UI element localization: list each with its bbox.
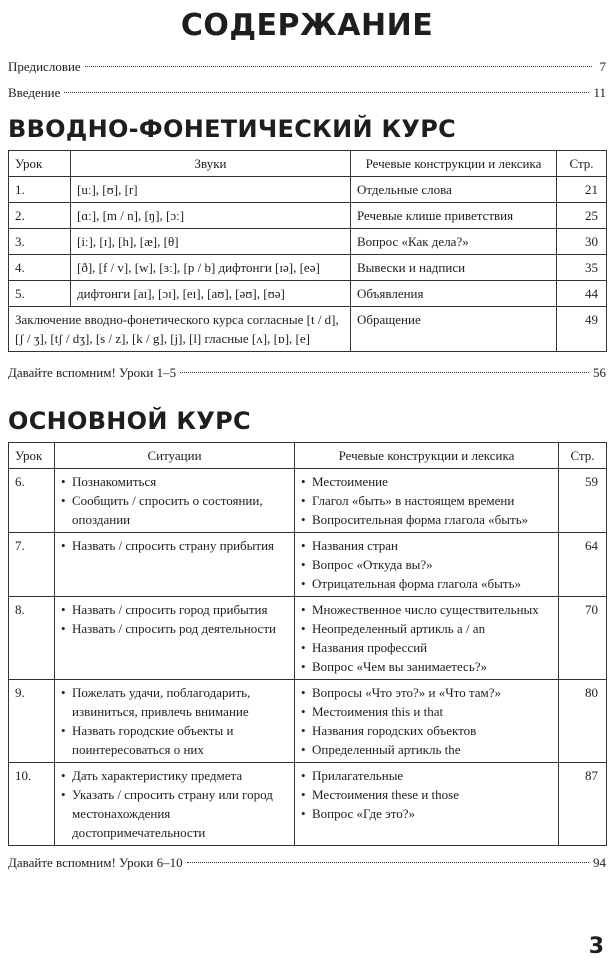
- bullet-item: • Вопросы «Что это?» и «Что там?»: [301, 683, 552, 702]
- speech-cell: Объявления: [351, 281, 557, 307]
- page-cell: 44: [557, 281, 607, 307]
- dot-leader: [85, 66, 592, 67]
- bullet-item: • Отрицательная форма глагола «быть»: [301, 574, 552, 593]
- situations-cell: [55, 597, 295, 680]
- speech-list: [301, 600, 552, 676]
- bullet-item: • Местоимение: [301, 472, 552, 491]
- sounds-cell: [ɑː], [m / n], [ŋ], [ɔː]: [71, 203, 351, 229]
- table-row-conclusion: [9, 307, 607, 352]
- page-cell: 87: [559, 763, 607, 846]
- lesson-number: 10.: [9, 763, 55, 846]
- speech-list: [301, 683, 552, 759]
- sounds-cell: дифтонги [aɪ], [ɔɪ], [eɪ], [aʊ], [əʊ], [ʊə]: [71, 281, 351, 307]
- toc-entry-review-2: [8, 850, 606, 876]
- sounds-cell: [ð], [f / v], [w], [ɜː], [p / b] дифтонги [ɪə], [eə]: [71, 255, 351, 281]
- table-header-row: [9, 151, 607, 177]
- lesson-number: 7.: [9, 533, 55, 597]
- page-cell: 49: [557, 307, 607, 352]
- lesson-number: 2.: [9, 203, 71, 229]
- toc-entry-label: Предисловие: [8, 59, 81, 74]
- column-header-situations: Ситуации: [55, 443, 295, 469]
- page-number: 3: [588, 934, 604, 960]
- table-row: [9, 281, 607, 307]
- page-cell: 59: [559, 469, 607, 533]
- speech-list: [301, 472, 552, 529]
- column-header-lesson: Урок: [9, 151, 71, 177]
- toc-entry-review-1: [8, 360, 606, 386]
- sounds-cell: [uː], [ʊ], [r]: [71, 177, 351, 203]
- table-row: [9, 469, 607, 533]
- situations-list: [61, 536, 288, 555]
- bullet-item: • Местоимения this и that: [301, 702, 552, 721]
- bullet-item: • Назвать / спросить род деятельности: [61, 619, 288, 638]
- section-title-main-course: ОСНОВНОЙ КУРС: [8, 407, 251, 435]
- toc-entry-page: 11: [593, 85, 606, 100]
- lesson-number: 6.: [9, 469, 55, 533]
- bullet-item: • Пожелать удачи, поблагодарить, извиниться, привлечь внимание: [61, 683, 288, 721]
- lesson-number: 1.: [9, 177, 71, 203]
- column-header-lesson: Урок: [9, 443, 55, 469]
- dot-leader: [180, 372, 589, 373]
- speech-list: [301, 536, 552, 593]
- bullet-item: • Глагол «быть» в настоящем времени: [301, 491, 552, 510]
- speech-cell: [295, 680, 559, 763]
- situations-list: [61, 683, 288, 759]
- sounds-cell: [iː], [ɪ], [h], [æ], [θ]: [71, 229, 351, 255]
- situations-cell: [55, 680, 295, 763]
- toc-entry-page: 56: [593, 365, 606, 380]
- table-row: [9, 177, 607, 203]
- speech-cell: Речевые клише приветствия: [351, 203, 557, 229]
- toc-entry-label: Давайте вспомним! Уроки 1–5: [8, 365, 177, 380]
- bullet-item: • Вопрос «Где это?»: [301, 804, 552, 823]
- bullet-item: • Назвать / спросить город прибытия: [61, 600, 288, 619]
- speech-cell: Вопрос «Как дела?»: [351, 229, 557, 255]
- speech-cell: [295, 597, 559, 680]
- bullet-item: • Назвать городские объекты и поинтересоваться о них: [61, 721, 288, 759]
- speech-cell: [295, 533, 559, 597]
- toc-entry-label: Введение: [8, 85, 61, 100]
- lesson-number: 9.: [9, 680, 55, 763]
- situations-list: [61, 766, 288, 842]
- bullet-item: • Названия профессий: [301, 638, 552, 657]
- table-row: [9, 597, 607, 680]
- speech-list: [301, 766, 552, 823]
- speech-cell: Отдельные слова: [351, 177, 557, 203]
- column-header-page: Стр.: [557, 151, 607, 177]
- bullet-item: • Названия городских объектов: [301, 721, 552, 740]
- bullet-item: • Местоимения these и those: [301, 785, 552, 804]
- page-cell: 35: [557, 255, 607, 281]
- toc-entry-page: 94: [593, 855, 606, 870]
- speech-cell: Обращение: [351, 307, 557, 352]
- bullet-item: • Дать характеристику предмета: [61, 766, 288, 785]
- bullet-item: • Неопределенный артикль a / an: [301, 619, 552, 638]
- lesson-number: 3.: [9, 229, 71, 255]
- intro-course-table: [8, 150, 607, 352]
- column-header-page: Стр.: [559, 443, 607, 469]
- conclusion-cell: Заключение вводно-фонетического курса согласные [t / d], [ʃ / ʒ], [tʃ / dʒ], [s / z], [k / g], [j], [l] гласные [ʌ], [ɒ], [e]: [9, 307, 351, 352]
- situations-list: [61, 600, 288, 638]
- bullet-item: • Сообщить / спросить о состоянии, опоздании: [61, 491, 288, 529]
- dot-leader: [187, 862, 589, 863]
- speech-cell: [295, 469, 559, 533]
- page: [8, 0, 606, 876]
- toc-entry-preface: [8, 54, 606, 80]
- table-row: [9, 533, 607, 597]
- bullet-item: • Прилагательные: [301, 766, 552, 785]
- section-title-intro-course: ВВОДНО-ФОНЕТИЧЕСКИЙ КУРС: [8, 115, 457, 143]
- bullet-item: • Вопросительная форма глагола «быть»: [301, 510, 552, 529]
- bullet-item: • Назвать / спросить страну прибытия: [61, 536, 288, 555]
- bullet-item: • Вопрос «Откуда вы?»: [301, 555, 552, 574]
- speech-cell: Вывески и надписи: [351, 255, 557, 281]
- table-row: [9, 255, 607, 281]
- toc-entry-page: 7: [599, 59, 606, 74]
- bullet-item: • Вопрос «Чем вы занимаетесь?»: [301, 657, 552, 676]
- dot-leader: [64, 92, 589, 93]
- situations-cell: [55, 763, 295, 846]
- situations-cell: [55, 469, 295, 533]
- page-cell: 70: [559, 597, 607, 680]
- page-cell: 30: [557, 229, 607, 255]
- column-header-sounds: Звуки: [71, 151, 351, 177]
- table-row: [9, 680, 607, 763]
- column-header-speech: Речевые конструкции и лексика: [351, 151, 557, 177]
- toc-entry-introduction: [8, 80, 606, 106]
- speech-cell: [295, 763, 559, 846]
- table-row: [9, 763, 607, 846]
- lesson-number: 8.: [9, 597, 55, 680]
- situations-list: [61, 472, 288, 529]
- table-row: [9, 229, 607, 255]
- table-header-row: [9, 443, 607, 469]
- page-cell: 21: [557, 177, 607, 203]
- toc-entry-label: Давайте вспомним! Уроки 6–10: [8, 855, 183, 870]
- bullet-item: • Множественное число существительных: [301, 600, 552, 619]
- bullet-item: • Определенный артикль the: [301, 740, 552, 759]
- bullet-item: • Названия стран: [301, 536, 552, 555]
- table-row: [9, 203, 607, 229]
- lesson-number: 5.: [9, 281, 71, 307]
- bullet-item: • Указать / спросить страну или город местонахождения достопримечательности: [61, 785, 288, 842]
- main-course-table: [8, 442, 607, 846]
- page-cell: 25: [557, 203, 607, 229]
- page-cell: 80: [559, 680, 607, 763]
- page-cell: 64: [559, 533, 607, 597]
- column-header-speech: Речевые конструкции и лексика: [295, 443, 559, 469]
- page-title: СОДЕРЖАНИЕ: [180, 8, 434, 43]
- lesson-number: 4.: [9, 255, 71, 281]
- situations-cell: [55, 533, 295, 597]
- bullet-item: • Познакомиться: [61, 472, 288, 491]
